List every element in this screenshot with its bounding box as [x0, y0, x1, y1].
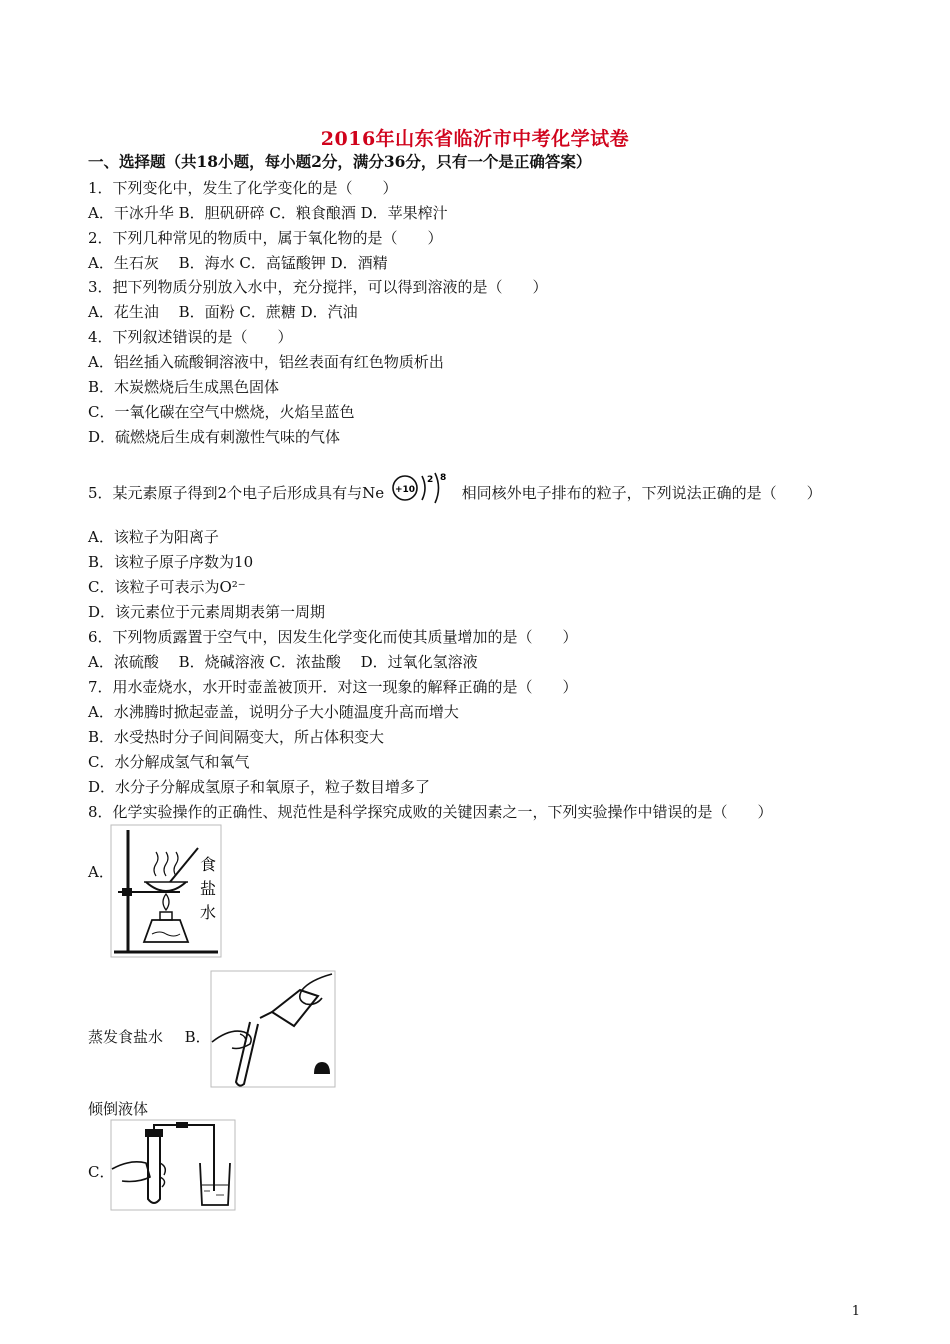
answer-line: B．木炭燃烧后生成黑色固体	[88, 378, 280, 396]
page-title: 2016年山东省临沂市中考化学试卷	[320, 128, 630, 150]
page-number: 1	[851, 1304, 860, 1319]
answer-line: A．该粒子为阳离子	[88, 528, 219, 546]
answer-line: D．水分子分解成氢原子和氧原子，粒子数目增多了	[88, 778, 431, 796]
evaporation-apparatus-figure	[110, 824, 222, 958]
answer-line: A．水沸腾时掀起壶盖，说明分子大小随温度升高而增大	[88, 703, 459, 721]
option-a-caption-row	[88, 1026, 211, 1047]
shell1-label: 2	[426, 475, 434, 485]
option-a-label: A．	[88, 863, 114, 881]
shell2-label: 8	[439, 473, 447, 483]
question-line: 3．把下列物质分别放入水中，充分搅拌，可以得到溶液的是（ ）	[88, 278, 548, 296]
question-line: 7．用水壶烧水，水开时壶盖被顶开．对这一现象的解释正确的是（ ）	[88, 678, 578, 696]
question-line: 4．下列叙述错误的是（ ）	[88, 328, 293, 346]
answer-line: A．干冰升华 B．胆矾研碎 C．粮食酿酒 D．苹果榨汁	[88, 204, 448, 222]
answer-line: C．一氧化碳在空气中燃烧，火焰呈蓝色	[88, 403, 355, 421]
nucleus-label: +10	[394, 485, 415, 495]
question-line: 6．下列物质露置于空气中，因发生化学变化而使其质量增加的是（ ）	[88, 628, 578, 646]
pouring-liquid-figure	[210, 970, 336, 1088]
option-a-caption: 蒸发食盐水	[88, 1028, 164, 1046]
question-line: 2．下列几种常见的物质中，属于氧化物的是（ ）	[88, 229, 443, 247]
answer-line: D．该元素位于元素周期表第一周期	[88, 603, 326, 621]
q5-text-before: 5．某元素原子得到2个电子后形成具有与Ne	[88, 484, 385, 502]
option-b-caption: 倾倒液体	[88, 1100, 149, 1118]
answer-line: A．铝丝插入硫酸铜溶液中，铝丝表面有红色物质析出	[88, 353, 444, 371]
airtightness-check-figure	[110, 1119, 236, 1211]
section-heading: 一、选择题（共18小题，每小题2分，满分36分，只有一个是正确答案）	[88, 152, 592, 171]
option-b-label: B．	[184, 1028, 211, 1046]
ne-atom-diagram	[389, 470, 457, 506]
answer-line: A．浓硫酸 B．烧碱溶液 C．浓盐酸 D．过氧化氢溶液	[88, 653, 478, 671]
question-line: 1．下列变化中，发生了化学变化的是（ ）	[88, 179, 398, 197]
answer-line: A．花生油 B．面粉 C．蔗糖 D．汽油	[88, 303, 358, 321]
question-line	[88, 473, 822, 512]
answer-line: D．硫燃烧后生成有刺激性气味的气体	[88, 428, 341, 446]
answer-line: B．该粒子原子序数为10	[88, 553, 254, 571]
option-c-label: C．	[88, 1163, 115, 1181]
fig-a-char-3: 水	[199, 903, 217, 922]
q5-text-after: 相同核外电子排布的粒子，下列说法正确的是（ ）	[461, 484, 822, 502]
fig-a-char-1: 食	[199, 855, 217, 874]
question-line: 8．化学实验操作的正确性、规范性是科学探究成败的关键因素之一，下列实验操作中错误的是（ ）	[88, 803, 773, 821]
fig-a-char-2: 盐	[199, 879, 217, 898]
answer-line: C．水分解成氢气和氧气	[88, 753, 250, 771]
answer-line: A．生石灰 B．海水 C．高锰酸钾 D．酒精	[88, 254, 388, 272]
answer-line: B．水受热时分子间间隔变大，所占体积变大	[88, 728, 385, 746]
answer-line: C．该粒子可表示为O²⁻	[88, 578, 246, 596]
